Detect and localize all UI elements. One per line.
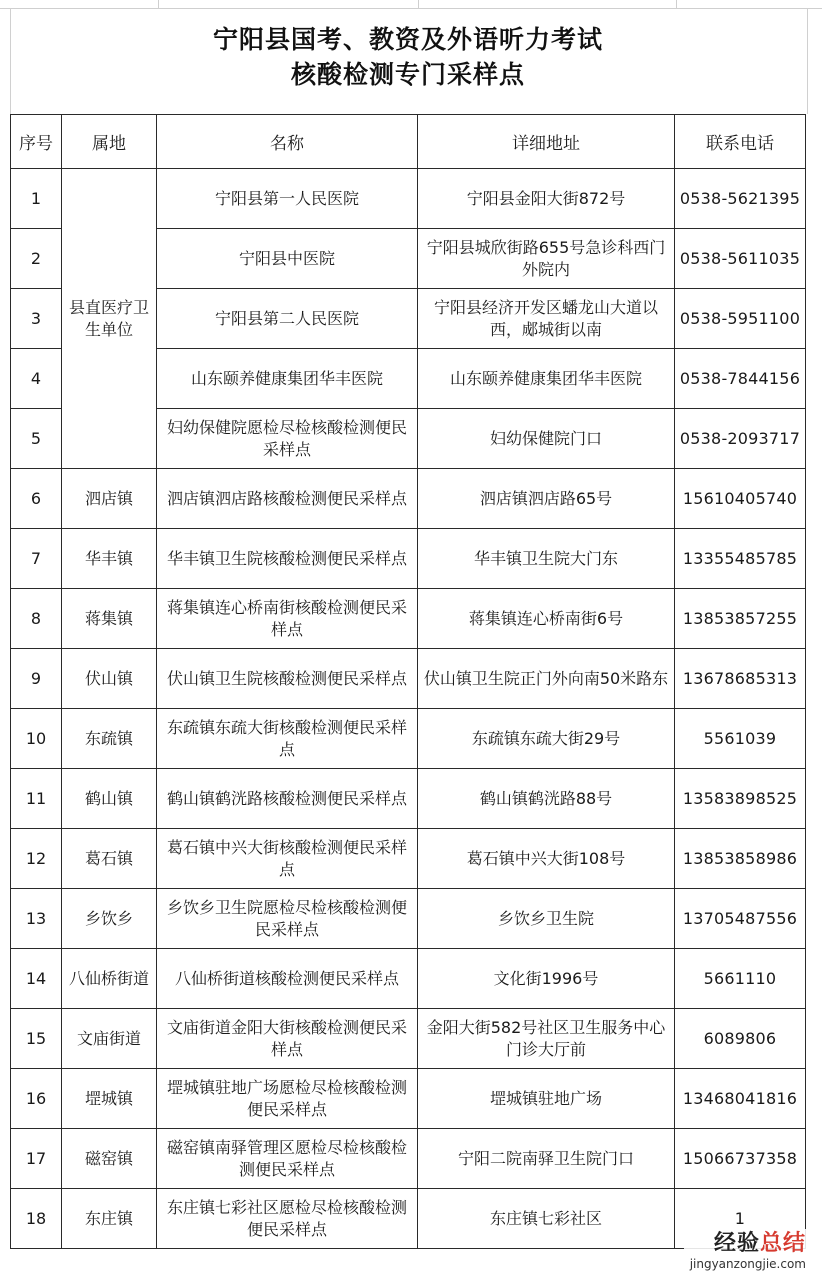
cell-area: 八仙桥街道: [62, 949, 157, 1009]
cell-area: 鹤山镇: [62, 769, 157, 829]
table-row: [11, 589, 806, 649]
cell-phone: 13705487556: [675, 889, 806, 949]
cell-address: 堽城镇驻地广场: [418, 1069, 675, 1129]
cell-area: 泗店镇: [62, 469, 157, 529]
cell-address: 文化街1996号: [418, 949, 675, 1009]
cell-name: 山东颐养健康集团华丰医院: [157, 349, 418, 409]
cell-address: 华丰镇卫生院大门东: [418, 529, 675, 589]
cell-seq: 12: [11, 829, 62, 889]
cell-seq: 16: [11, 1069, 62, 1129]
cell-phone: 0538-5951100: [675, 289, 806, 349]
cell-area: 堽城镇: [62, 1069, 157, 1129]
top-divider: [676, 0, 677, 8]
cell-seq: 7: [11, 529, 62, 589]
cell-name: 葛石镇中兴大街核酸检测便民采样点: [157, 829, 418, 889]
table-row: [11, 1069, 806, 1129]
cell-area: 蒋集镇: [62, 589, 157, 649]
cell-name: 堽城镇驻地广场愿检尽检核酸检测便民采样点: [157, 1069, 418, 1129]
cell-area: 文庙街道: [62, 1009, 157, 1069]
cell-seq: 9: [11, 649, 62, 709]
title-line-2: 核酸检测专门采样点: [290, 60, 525, 89]
table-row: [11, 529, 806, 589]
table-row: [11, 1129, 806, 1189]
cell-area: 葛石镇: [62, 829, 157, 889]
cell-address: 伏山镇卫生院正门外向南50米路东: [418, 649, 675, 709]
cell-name: 宁阳县中医院: [157, 229, 418, 289]
cell-seq: 5: [11, 409, 62, 469]
cell-seq: 2: [11, 229, 62, 289]
cell-seq: 1: [11, 169, 62, 229]
cell-phone: 5561039: [675, 709, 806, 769]
header-address: 详细地址: [418, 115, 675, 169]
cell-seq: 10: [11, 709, 62, 769]
cell-seq: 3: [11, 289, 62, 349]
cell-phone: 15610405740: [675, 469, 806, 529]
cell-name: 妇幼保健院愿检尽检核酸检测便民采样点: [157, 409, 418, 469]
header-name: 名称: [157, 115, 418, 169]
cell-seq: 13: [11, 889, 62, 949]
cell-name: 泗店镇泗店路核酸检测便民采样点: [157, 469, 418, 529]
cell-name: 八仙桥街道核酸检测便民采样点: [157, 949, 418, 1009]
top-divider: [158, 0, 159, 8]
cell-address: 宁阳县经济开发区蟠龙山大道以西，郕城街以南: [418, 289, 675, 349]
cell-phone: 13678685313: [675, 649, 806, 709]
cell-address: 山东颐养健康集团华丰医院: [418, 349, 675, 409]
document-title: [10, 22, 806, 92]
table-row: [11, 469, 806, 529]
header-seq: 序号: [11, 115, 62, 169]
cell-seq: 17: [11, 1129, 62, 1189]
cell-seq: 11: [11, 769, 62, 829]
cell-phone: 5661110: [675, 949, 806, 1009]
cell-address: 妇幼保健院门口: [418, 409, 675, 469]
cell-area: 东疏镇: [62, 709, 157, 769]
cell-phone: 13355485785: [675, 529, 806, 589]
cell-address: 乡饮乡卫生院: [418, 889, 675, 949]
table-header-row: [11, 115, 806, 169]
cell-area: 东庄镇: [62, 1189, 157, 1249]
cell-name: 宁阳县第二人民医院: [157, 289, 418, 349]
table-row: [11, 709, 806, 769]
cell-phone: 13853857255: [675, 589, 806, 649]
cell-address: 金阳大街582号社区卫生服务中心门诊大厅前: [418, 1009, 675, 1069]
watermark-url: jingyanzongjie.com: [689, 1257, 806, 1271]
cell-seq: 8: [11, 589, 62, 649]
cell-name: 华丰镇卫生院核酸检测便民采样点: [157, 529, 418, 589]
cell-name: 磁窑镇南驿管理区愿检尽检核酸检测便民采样点: [157, 1129, 418, 1189]
cell-area-merged: 县直医疗卫生单位: [62, 169, 157, 469]
title-line-1: 宁阳县国考、教资及外语听力考试: [212, 25, 603, 54]
cell-phone: 13853858986: [675, 829, 806, 889]
header-phone: 联系电话: [675, 115, 806, 169]
site-watermark: [684, 1229, 812, 1272]
cell-name: 文庙街道金阳大街核酸检测便民采样点: [157, 1009, 418, 1069]
cell-address: 宁阳二院南驿卫生院门口: [418, 1129, 675, 1189]
cell-area: 华丰镇: [62, 529, 157, 589]
cell-seq: 4: [11, 349, 62, 409]
top-divider: [418, 0, 419, 8]
cell-address: 东庄镇七彩社区: [418, 1189, 675, 1249]
cell-name: 东庄镇七彩社区愿检尽检核酸检测便民采样点: [157, 1189, 418, 1249]
table-body: [11, 169, 806, 1249]
cell-address: 鹤山镇鹤洸路88号: [418, 769, 675, 829]
cell-address: 泗店镇泗店路65号: [418, 469, 675, 529]
cell-phone: 0538-5611035: [675, 229, 806, 289]
sampling-sites-table: [10, 114, 806, 1249]
cell-address: 蒋集镇连心桥南街6号: [418, 589, 675, 649]
cell-seq: 6: [11, 469, 62, 529]
table-row: [11, 649, 806, 709]
table-row: [11, 1009, 806, 1069]
cell-seq: 18: [11, 1189, 62, 1249]
cell-address: 宁阳县城欣街路655号急诊科西门外院内: [418, 229, 675, 289]
table-row: [11, 829, 806, 889]
cell-address: 东疏镇东疏大街29号: [418, 709, 675, 769]
table-row: [11, 769, 806, 829]
cell-name: 鹤山镇鹤洸路核酸检测便民采样点: [157, 769, 418, 829]
cell-phone: 0538-7844156: [675, 349, 806, 409]
header-area: 属地: [62, 115, 157, 169]
cell-seq: 15: [11, 1009, 62, 1069]
cell-phone: 6089806: [675, 1009, 806, 1069]
cell-area: 乡饮乡: [62, 889, 157, 949]
cell-phone: 13468041816: [675, 1069, 806, 1129]
cell-phone: 15066737358: [675, 1129, 806, 1189]
cell-phone: 13583898525: [675, 769, 806, 829]
table-row: [11, 949, 806, 1009]
cell-name: 乡饮乡卫生院愿检尽检核酸检测便民采样点: [157, 889, 418, 949]
cell-phone: 0538-2093717: [675, 409, 806, 469]
watermark-logo: 经验总结: [713, 1231, 806, 1256]
cell-name: 伏山镇卫生院核酸检测便民采样点: [157, 649, 418, 709]
table-row: [11, 169, 806, 229]
cell-name: 蒋集镇连心桥南街核酸检测便民采样点: [157, 589, 418, 649]
cell-address: 宁阳县金阳大街872号: [418, 169, 675, 229]
cell-area: 伏山镇: [62, 649, 157, 709]
cell-address: 葛石镇中兴大街108号: [418, 829, 675, 889]
table-row: [11, 889, 806, 949]
cell-area: 磁窑镇: [62, 1129, 157, 1189]
cell-phone: 1: [675, 1189, 806, 1249]
cell-name: 东疏镇东疏大街核酸检测便民采样点: [157, 709, 418, 769]
cell-name: 宁阳县第一人民医院: [157, 169, 418, 229]
cell-seq: 14: [11, 949, 62, 1009]
cell-phone: 0538-5621395: [675, 169, 806, 229]
